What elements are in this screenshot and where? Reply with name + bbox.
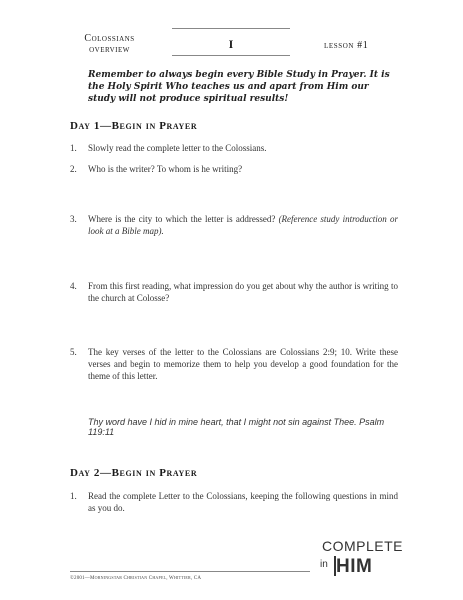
day2-q1-number: 1.	[70, 491, 77, 501]
memory-verse: Thy word have I hid in mine heart, that I might not sin against Thee. Psalm 119:11	[88, 417, 385, 437]
intro-paragraph: Remember to always begin every Bible Study in Prayer. It is the Holy Spirit Who teaches us and apart from Him our study will not produce spiritual results!	[88, 70, 390, 104]
day1-q5-number: 5.	[70, 347, 77, 357]
lesson-number-roman: I	[228, 37, 234, 51]
title-line-2: overview	[89, 44, 130, 55]
day1-heading: Day 1—Begin in Prayer	[70, 120, 198, 132]
day1-q1-number: 1.	[70, 143, 77, 153]
title-line-1: Colossians	[84, 33, 135, 44]
header-rule-bottom	[172, 55, 290, 56]
day1-q3-main: Where is the city to which the letter is addressed?	[88, 214, 276, 224]
day2-heading: Day 2—Begin in Prayer	[70, 467, 198, 479]
day1-q3-number: 3.	[70, 214, 77, 224]
day1-q4-number: 4.	[70, 281, 77, 291]
logo-in-text: in	[320, 559, 328, 570]
day1-q5-text: The key verses of the letter to the Colossians are Colossians 2:9; 10. Write these verses and begin to memorize them to help you develop a good foundation for the theme of this letter.	[88, 347, 398, 381]
day1-q2-text: Who is the writer? To whom is he writing?	[88, 164, 243, 174]
header-rule-top	[172, 28, 290, 29]
lesson-label: lesson #1	[324, 40, 369, 51]
footer-rule	[70, 571, 310, 572]
day1-q3-note: (Reference study introduction or look at a Bible map).	[88, 214, 398, 236]
day1-q1-text: Slowly read the complete letter to the Colossians.	[88, 143, 267, 153]
logo-complete-text: COMPLETE	[322, 538, 404, 554]
logo-him-text: HIM	[336, 556, 373, 577]
day2-q1-text: Read the complete Letter to the Colossians, keeping the following questions in mind as you do.	[88, 491, 398, 513]
footer-copyright: ©2001—Morningstar Christian Chapel, Whittier, CA	[70, 576, 202, 581]
lesson-title	[52, 33, 167, 55]
day1-q2-number: 2.	[70, 164, 77, 174]
day1-q3-text	[88, 213, 398, 237]
day1-q4-text: From this first reading, what impression do you get about why the author is writing to the church at Colosse?	[88, 281, 398, 303]
